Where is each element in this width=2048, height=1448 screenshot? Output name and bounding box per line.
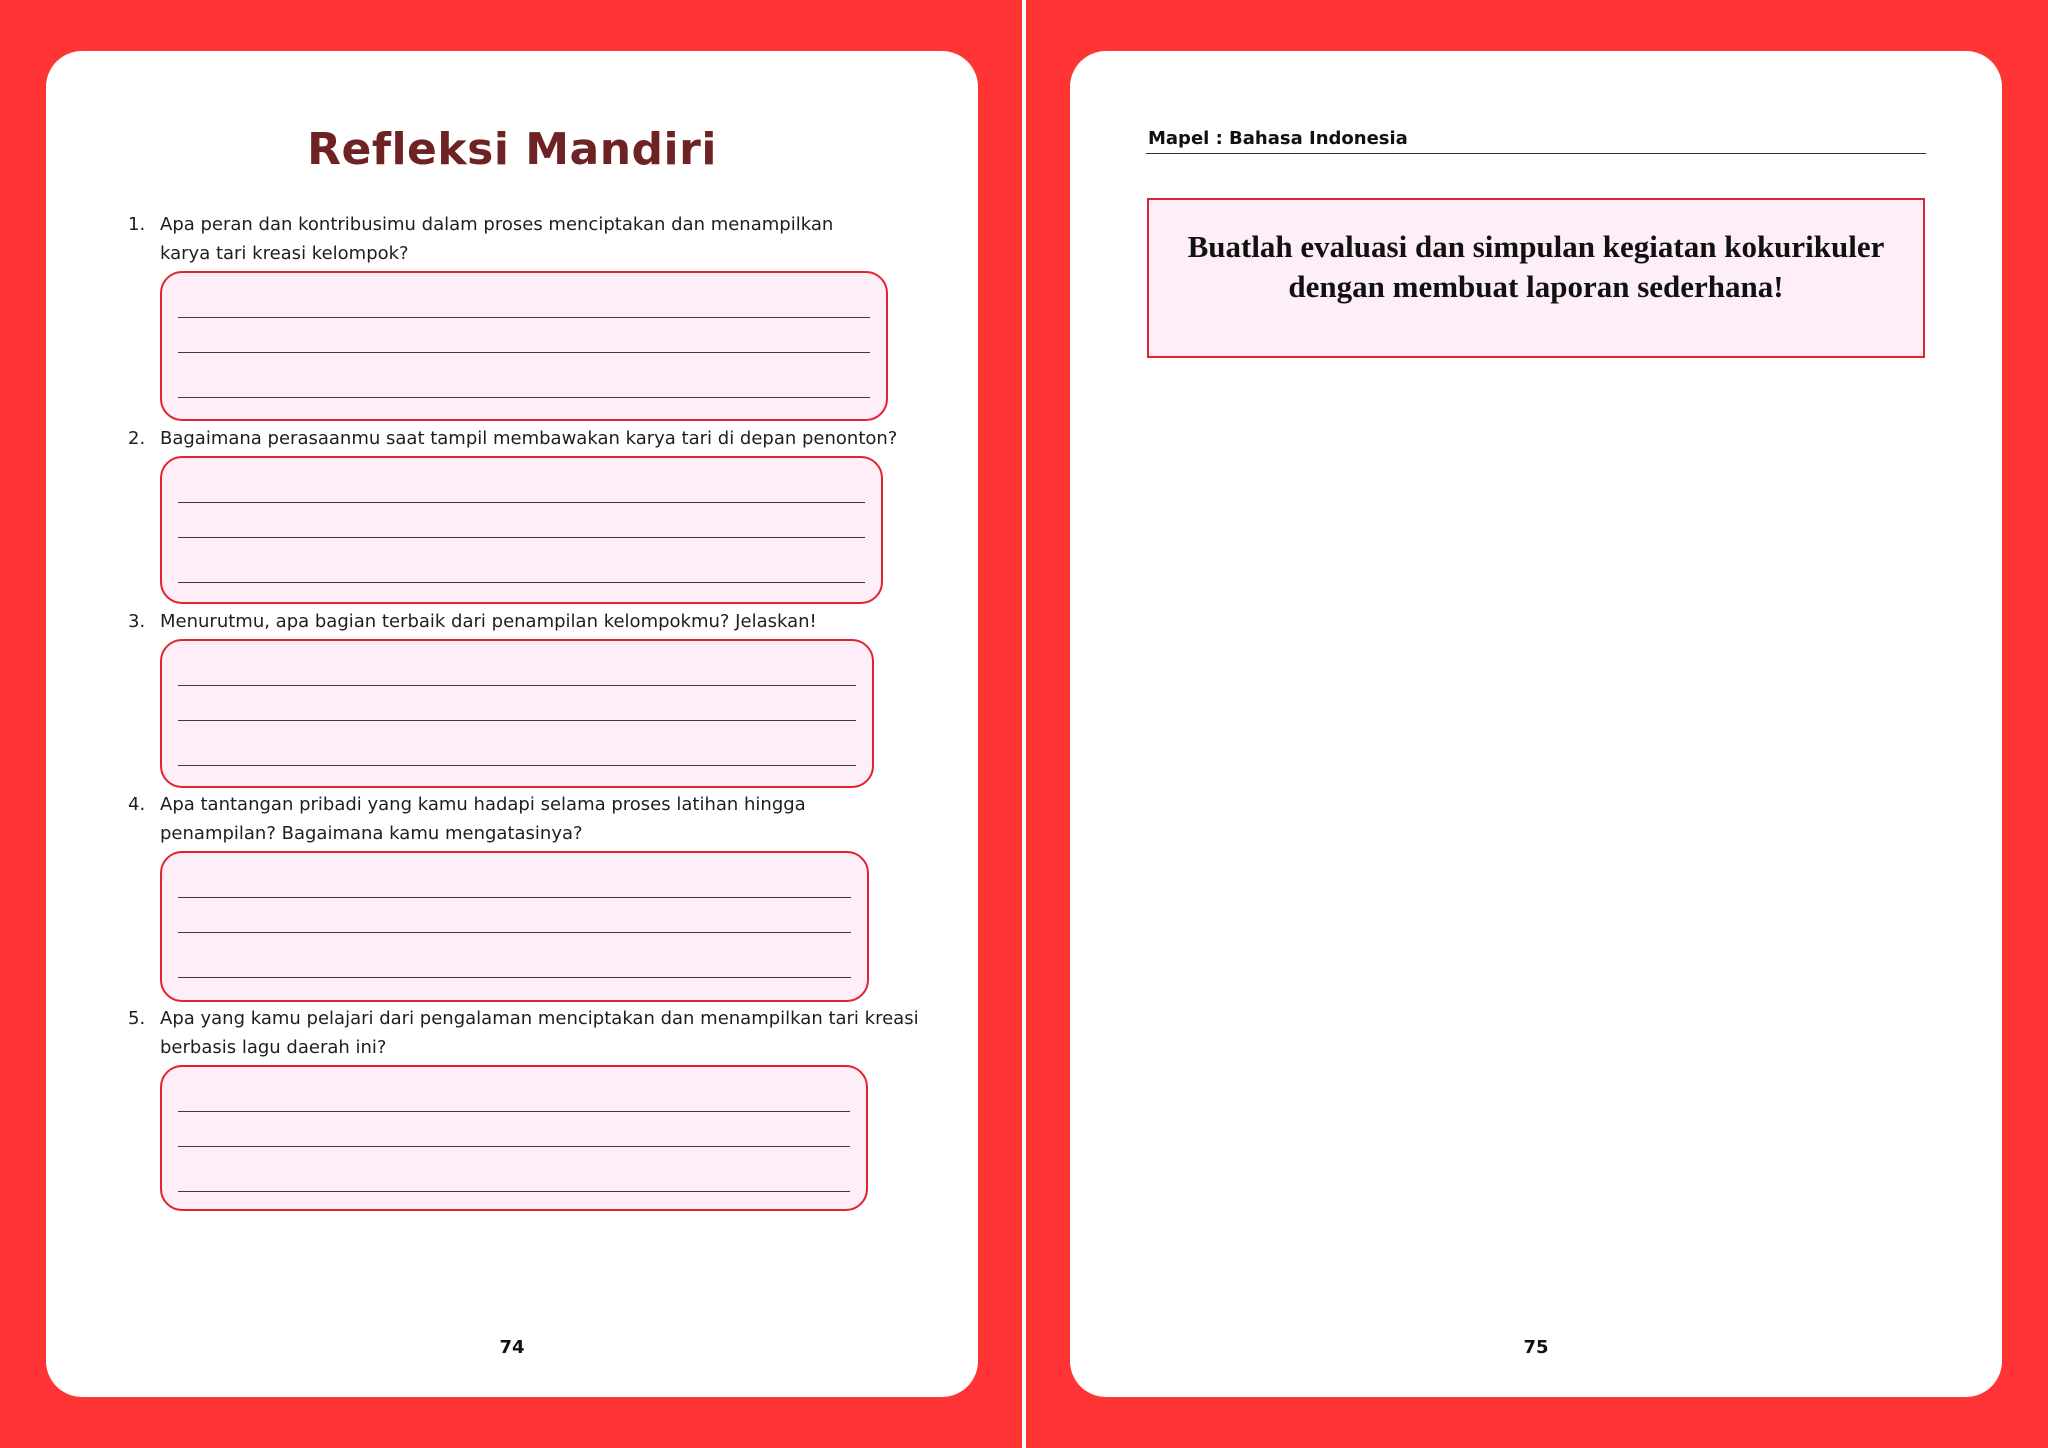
spread-divider bbox=[1022, 0, 1026, 1448]
answer-line bbox=[178, 1111, 850, 1112]
question-text: Apa yang kamu pelajari dari pengalaman menciptakan dan menampilkan tari kreasi berbasis lagu daerah ini? bbox=[160, 1008, 919, 1058]
question-text: Bagaimana perasaanmu saat tampil membawakan karya tari di depan penonton? bbox=[160, 428, 898, 449]
instruction-line-1: Buatlah evaluasi dan simpulan kegiatan kokurikuler bbox=[1187, 229, 1885, 264]
answer-line bbox=[178, 897, 851, 898]
answer-line bbox=[178, 720, 856, 721]
question-text: Apa peran dan kontribusimu dalam proses menciptakan dan menampilkan karya tari kreasi kelompok? bbox=[160, 214, 834, 264]
question-4 bbox=[128, 790, 958, 848]
right-page bbox=[1070, 51, 2002, 1397]
page-number: 75 bbox=[1523, 1337, 1549, 1358]
answer-line bbox=[178, 537, 865, 538]
answer-line bbox=[178, 502, 865, 503]
page-title: Refleksi Mandiri bbox=[307, 124, 717, 175]
answer-box-2[interactable] bbox=[160, 456, 883, 604]
answer-line bbox=[178, 977, 851, 978]
question-number: 5. bbox=[128, 1008, 146, 1029]
answer-line bbox=[178, 932, 851, 933]
instruction-line-2: dengan membuat laporan sederhana! bbox=[1288, 269, 1784, 304]
question-2 bbox=[128, 424, 958, 453]
question-text: Menurutmu, apa bagian terbaik dari penampilan kelompokmu? Jelaskan! bbox=[160, 611, 817, 632]
answer-line bbox=[178, 352, 870, 353]
answer-line bbox=[178, 582, 865, 583]
question-5 bbox=[128, 1004, 958, 1062]
answer-line bbox=[178, 765, 856, 766]
question-number: 3. bbox=[128, 611, 146, 632]
answer-line bbox=[178, 1191, 850, 1192]
answer-line bbox=[178, 317, 870, 318]
answer-box-5[interactable] bbox=[160, 1065, 868, 1211]
question-3 bbox=[128, 607, 958, 636]
question-text: Apa tantangan pribadi yang kamu hadapi selama proses latihan hingga penampilan? Bagaimana kamu mengatasinya? bbox=[160, 794, 806, 844]
answer-line bbox=[178, 685, 856, 686]
subject-header: Mapel : Bahasa Indonesia bbox=[1146, 124, 1926, 154]
question-number: 4. bbox=[128, 794, 146, 815]
question-number: 1. bbox=[128, 214, 146, 235]
instruction-box bbox=[1147, 198, 1925, 358]
answer-box-3[interactable] bbox=[160, 639, 874, 788]
question-number: 2. bbox=[128, 428, 146, 449]
answer-box-1[interactable] bbox=[160, 271, 888, 421]
page-number: 74 bbox=[499, 1337, 525, 1358]
answer-line bbox=[178, 1146, 850, 1147]
left-page bbox=[46, 51, 978, 1397]
answer-box-4[interactable] bbox=[160, 851, 869, 1002]
question-1 bbox=[128, 210, 958, 268]
answer-line bbox=[178, 397, 870, 398]
